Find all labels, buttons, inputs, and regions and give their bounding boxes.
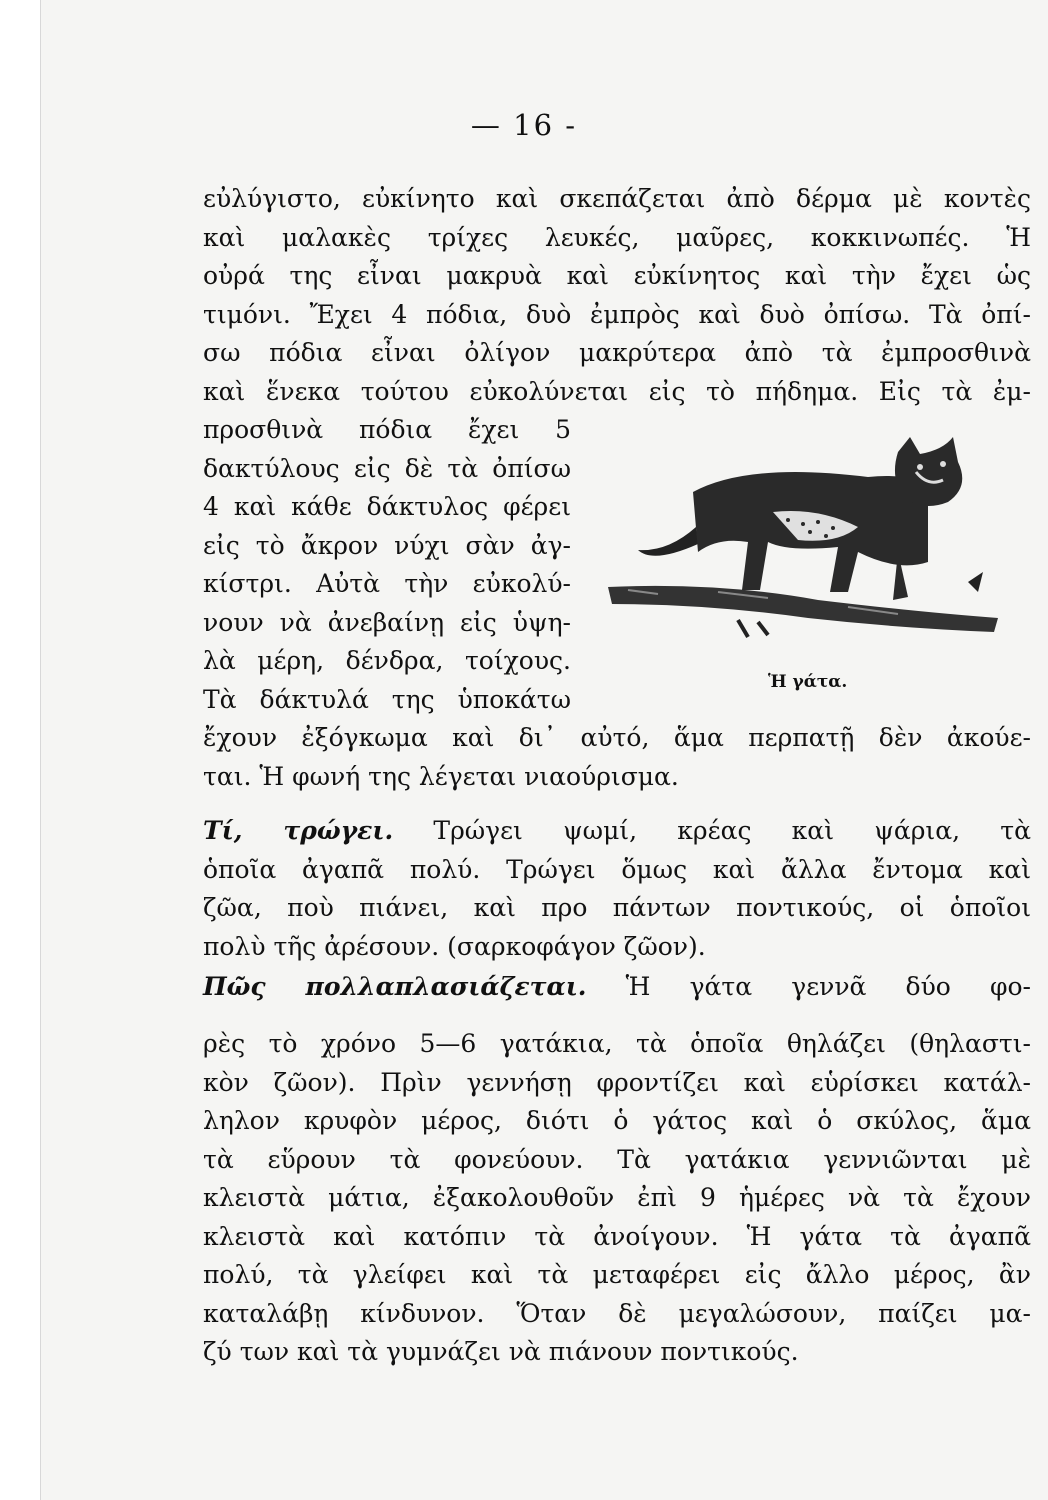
text-run: Τρώγει ψωμί, κρέας καὶ ψάρια, τὰ [393,816,1031,845]
text-line: κλειστὰ καὶ κατόπιν τὰ ἀνοίγουν. Ἡ γάτα τὰ ἀγαπᾶ [203,1221,1031,1251]
text-line: λὰ μέρη, δένδρα, τοίχους. [203,646,571,675]
text-line: ἔχουν ἐξόγκωμα καὶ δι᾽ αὐτό, ἅμα περπατῇ δὲν ἀκούε- [203,723,1031,752]
text-line: εἰς τὸ ἄκρον νύχι σὰν ἀγ- [203,530,571,560]
section-heading: Πῶς πολλαπλασιάζεται. [203,972,587,1001]
text-line: δακτύλους εἰς δὲ τὰ ὀπίσω [203,453,571,483]
text-line: ὁποῖα ἀγαπᾶ πολύ. Τρώγει ὅμως καὶ ἄλλα ἔντομα καὶ [203,854,1031,884]
text-line: τιμόνι. Ἔχει 4 πόδια, δυὸ ἐμπρὸς καὶ δυὸ ὀπίσω. Τὰ ὀπί- [203,299,1031,329]
paragraph-body-tail [203,719,1031,796]
text-line: κὸν ζῶον). Πρὶν γεννήσῃ φροντίζει καὶ εὑρίσκει κατάλ- [203,1067,1031,1097]
text-line: ζῶα, ποὺ πιάνει, καὶ προ πάντων ποντικούς, οἱ ὁποῖοι [203,893,1031,922]
text-line: κίστρι. Αὐτὰ τὴν εὐκολύ- [203,569,571,598]
text-line [203,968,1031,1007]
paragraph-reproduction-heading [203,968,1031,1007]
text-line: πολύ, τὰ γλείφει καὶ τὰ μεταφέρει εἰς ἄλλο μέρος, ἂν [203,1260,1031,1289]
text-line: 4 καὶ κάθε δάκτυλος φέρει [203,492,571,521]
text-line: νουν νὰ ἀνεβαίνῃ εἰς ὑψη- [203,607,571,637]
text-line: τὰ εὕρουν τὰ φονεύουν. Τὰ γατάκια γεννιῶνται μὲ [203,1144,1031,1174]
section-heading: Τί, τρώγει. [203,816,394,845]
text-line: κλειστὰ μάτια, ἐξακολουθοῦν ἐπὶ 9 ἡμέρες νὰ τὰ ἔχουν [203,1183,1031,1212]
text-line [203,812,1031,851]
text-run: Ἡ γάτα γεννᾶ δύο φο- [586,972,1031,1001]
text-line: ληλον κρυφὸν μέρος, διότι ὁ γάτος καὶ ὁ σκύλος, ἅμα [203,1106,1031,1135]
text-line: σω πόδια εἶναι ὀλίγον μακρύτερα ἀπὸ τὰ ἐμπροσθινὰ [203,338,1031,367]
text-line: ται. Ἡ φωνή της λέγεται νιαούρισμα. [203,761,679,791]
text-line: καταλάβῃ κίνδυνον. Ὅταν δὲ μεγαλώσουν, παίζει μα- [203,1298,1031,1328]
text-line: καὶ μαλακὲς τρίχες λευκές, μαῦρες, κοκκινωπές. Ἡ [203,222,1031,252]
text-line: καὶ ἕνεκα τούτου εὐκολύνεται εἰς τὸ πήδημα. Εἰς τὰ ἐμ- [203,376,1031,406]
text-line: ζύ των καὶ τὰ γυμνάζει νὰ πιάνουν ποντικούς. [203,1337,799,1366]
text-line: πολὺ τῆς ἀρέσουν. (σαρκοφάγον ζῶον). [203,931,706,961]
paragraph-reproduction [203,1025,1031,1372]
paragraph-food [203,812,1031,966]
text-line: ρὲς τὸ χρόνο 5—6 γατάκια, τὰ ὁποῖα θηλάζει (θηλαστι- [203,1029,1031,1058]
text-line: οὐρά της εἶναι μακρυὰ καὶ εὐκίνητος καὶ τὴν ἔχει ὡς [203,261,1031,290]
cat-illustration [598,432,1008,647]
figure-caption: Ἡ γάτα. [768,672,848,692]
text-line: εὐλύγιστο, εὐκίνητο καὶ σκεπάζεται ἀπὸ δέρμα μὲ κοντὲς [203,184,1031,213]
page-number: — 16 - [470,108,578,142]
text-line: Τὰ δάκτυλά της ὑποκάτω [203,684,571,714]
text-line: προσθινὰ πόδια ἔχει 5 [203,415,571,444]
paragraph-body-narrow [203,411,571,719]
paragraph-body-full [203,180,1031,411]
